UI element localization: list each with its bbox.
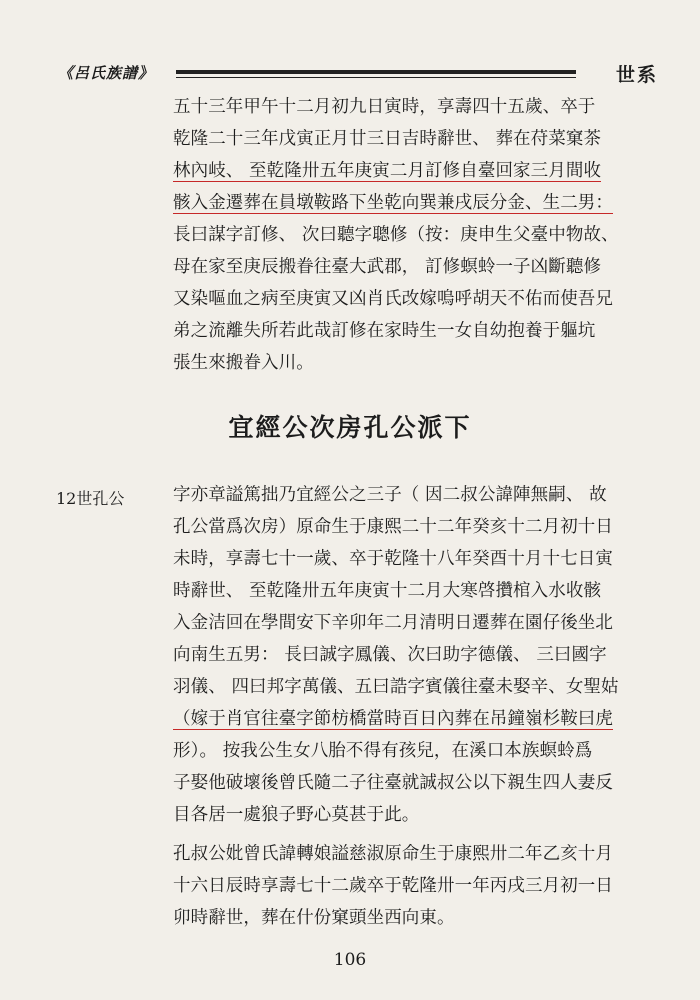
book-title: 《呂氏族譜》 <box>58 64 155 82</box>
underlined-text: （嫁于肖官往臺字節枋橋當時百日內葬在吊鐘嶺杉鞍曰虎 <box>173 709 613 729</box>
text-line: 形）。 按我公生女八胎不得有孩兒，在溪口本族螟蛉爲 <box>173 741 593 761</box>
text-line: 未時，享壽七十一歲、卒于乾隆十八年癸酉十月十七日寅 <box>173 549 613 569</box>
text-line: 子娶他破壞後曾氏隨二子往臺就誠叔公以下親生四人妻反 <box>173 773 613 793</box>
text-line: 張生來搬眷入川。 <box>173 353 314 373</box>
text-line: 卯時辭世，葬在什份窠頭坐西向東。 <box>173 908 455 928</box>
underlined-text: 骸入金遷葬在員墩鞍路下坐乾向巽兼戌辰分金、生二男： <box>173 193 613 213</box>
generation-label: 12世孔公 <box>56 489 125 508</box>
text-line: 孔公當爲次房）原命生于康熙二十二年癸亥十二月初十日 <box>173 517 613 537</box>
text-line: 字亦章謚篤拙乃宜經公之三子（ 因二叔公諱陣無嗣、 故 <box>173 485 607 505</box>
text-line: 十六日辰時享壽七十二歲卒于乾隆卅一年丙戌三月初一日 <box>173 876 613 896</box>
underlined-text: 林內岐、 至乾隆卅五年庚寅二月訂修自臺回家三月間收 <box>173 161 602 181</box>
text-line: 又染嘔血之病至庚寅又凶肖氏改嫁嗚呼胡天不佑而使吾兄 <box>173 289 613 309</box>
text-line <box>173 703 653 735</box>
text-line <box>173 155 653 187</box>
text-line: 乾隆二十三年戊寅正月廿三日吉時辭世、 葬在苻菜窠茶 <box>173 129 602 149</box>
header-rule <box>176 70 576 74</box>
spouse-biography <box>173 838 653 934</box>
text-line: 長曰謀字訂修、 次曰聽字聰修（按：庚申生父臺中物故、 <box>173 225 619 245</box>
text-line: 孔叔公妣曾氏諱轉娘謚慈淑原命生于康熙卅二年乙亥十月 <box>173 844 613 864</box>
section-title: 宜經公次房孔公派下 <box>228 413 472 442</box>
text-line: 弟之流離失所若此哉訂修在家時生一女自幼抱養于軀坑 <box>173 321 596 341</box>
text-line: 向南生五男： 長曰誠字鳳儀、次曰助字德儀、 三曰國字 <box>173 645 607 665</box>
biography-block <box>173 91 653 379</box>
page-header <box>58 60 658 90</box>
header-rule-thin <box>176 77 576 78</box>
text-line <box>173 187 653 219</box>
text-line: 母在家至庚辰搬眷往臺大武郡， 訂修螟蛉一子凶斷聽修 <box>173 257 602 277</box>
text-line: 五十三年甲午十二月初九日寅時，享壽四十五歲、卒于 <box>173 97 596 117</box>
person-biography <box>173 479 653 831</box>
text-line: 入金洁回在學間安下辛卯年二月清明日遷葬在園仔後坐北 <box>173 613 613 633</box>
page-number: 106 <box>333 950 367 970</box>
section-label: 世系 <box>615 64 658 86</box>
text-line: 羽儀、 四曰邦字萬儀、五曰誥字賓儀往臺未娶辛、女聖姑 <box>173 677 619 697</box>
text-line: 時辭世、 至乾隆卅五年庚寅十二月大寒啓攢棺入水收骸 <box>173 581 602 601</box>
text-line: 目各居一處狼子野心莫甚于此。 <box>173 805 420 825</box>
